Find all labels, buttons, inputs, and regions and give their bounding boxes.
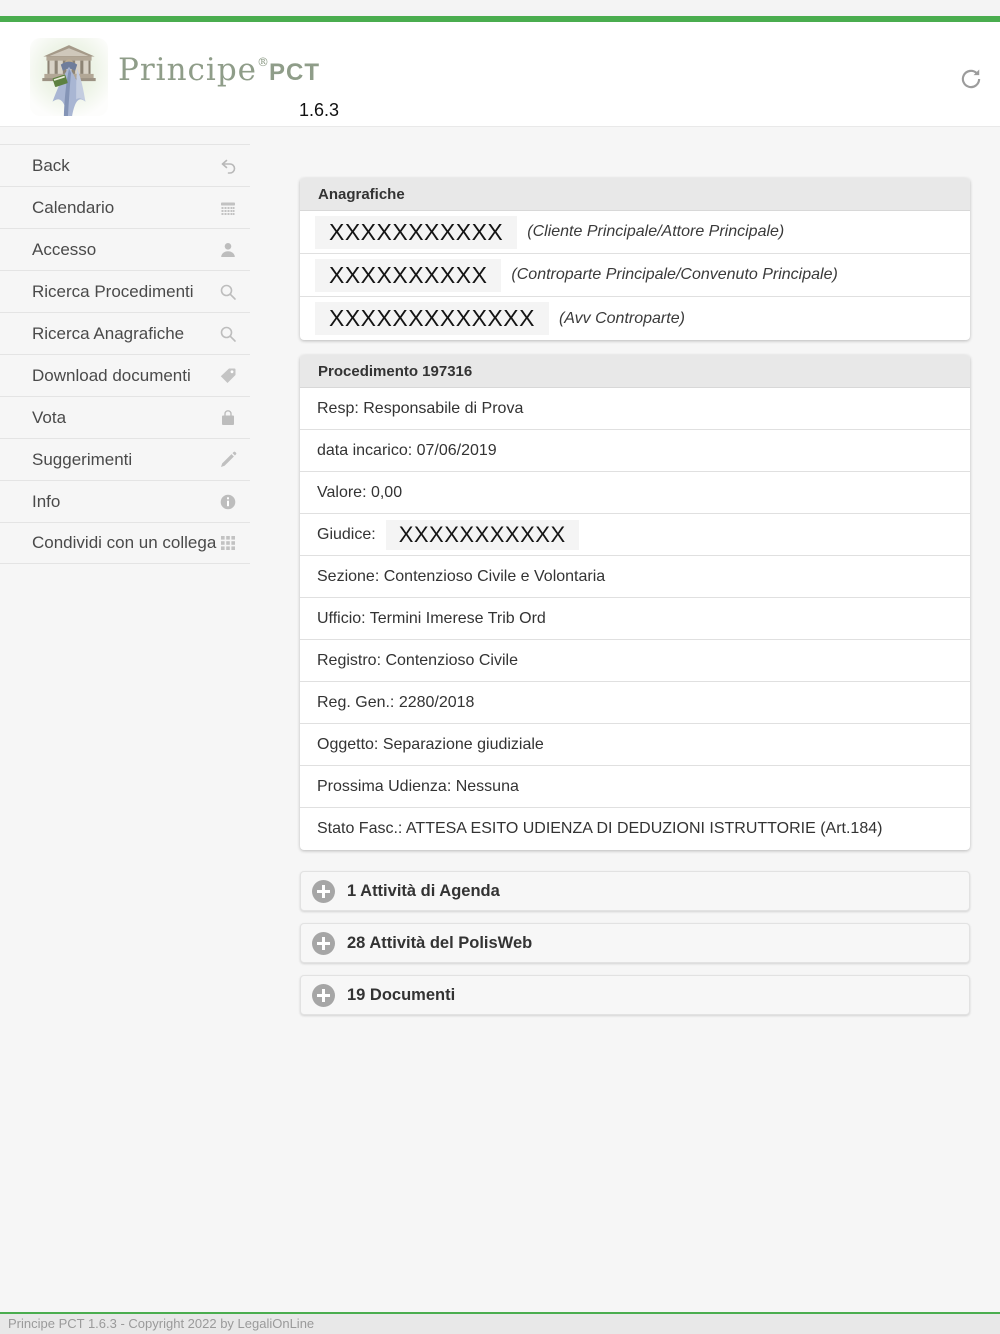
sidebar-item-label: Vota	[32, 407, 67, 427]
plus-circle-icon	[312, 984, 335, 1007]
stato-fascicolo-row: Stato Fasc.: ATTESA ESITO UDIENZA DI DEDUZIONI ISTRUTTORIE (Art.184)	[317, 820, 883, 837]
sidebar-item-label: Download documenti	[32, 365, 191, 385]
sidebar-nav	[0, 127, 250, 564]
oggetto-row: Oggetto: Separazione giudiziale	[300, 724, 970, 766]
sidebar-item-accesso[interactable]	[0, 228, 250, 270]
sidebar-item-label: Ricerca Anagrafiche	[32, 323, 185, 343]
valore-row: Valore: 0,00	[300, 472, 970, 514]
accordion-label: 1 Attività di Agenda	[347, 881, 500, 900]
brand-suffix: PCT	[269, 59, 321, 86]
redacted-lawyer-name: XXXXXXXXXXXXX	[315, 302, 549, 335]
pencil-icon	[218, 450, 238, 470]
sidebar-item-label: Back	[32, 155, 70, 175]
party-role-label: (Cliente Principale/Attore Principale)	[527, 223, 785, 240]
agenda-activities-accordion[interactable]	[300, 871, 970, 911]
reg-gen-row: Reg. Gen.: 2280/2018	[300, 682, 970, 724]
courthouse-logo-icon	[30, 38, 108, 116]
accordion-label: 19 Documenti	[347, 985, 456, 1004]
registro-row: Registro: Contenzioso Civile	[300, 640, 970, 682]
undo-icon	[218, 156, 238, 176]
calendar-icon	[218, 198, 238, 218]
sidebar-item-calendario[interactable]	[0, 186, 250, 228]
sidebar-item-ricerca-procedimenti[interactable]	[0, 270, 250, 312]
sidebar-item-label: Accesso	[32, 239, 97, 259]
sidebar-item-back[interactable]	[0, 144, 250, 186]
sidebar-item-suggerimenti[interactable]	[0, 438, 250, 480]
search-icon	[218, 282, 238, 302]
status-bar-strip	[0, 0, 1000, 16]
brand-name: Principe	[118, 52, 258, 88]
sidebar-item-ricerca-anagrafiche[interactable]	[0, 312, 250, 354]
info-icon	[218, 492, 238, 512]
plus-circle-icon	[312, 932, 335, 955]
bag-icon	[218, 408, 238, 428]
anagrafica-row	[300, 211, 970, 254]
accordion-label: 28 Attività del PolisWeb	[347, 933, 533, 952]
anagrafica-row	[300, 297, 970, 340]
sidebar-item-label: Suggerimenti	[32, 449, 133, 469]
prossima-udienza-row: Prossima Udienza: Nessuna	[300, 766, 970, 808]
redacted-client-name: XXXXXXXXXXX	[315, 216, 517, 249]
sidebar-item-condividi[interactable]	[0, 522, 250, 564]
redacted-judge-name: XXXXXXXXXXX	[386, 520, 579, 550]
party-role-label: (Controparte Principale/Convenuto Principale)	[511, 266, 838, 283]
sidebar-item-vota[interactable]	[0, 396, 250, 438]
sidebar-item-info[interactable]	[0, 480, 250, 522]
refresh-icon	[958, 80, 984, 95]
anagrafica-row	[300, 254, 970, 297]
ufficio-row: Ufficio: Termini Imerese Trib Ord	[300, 598, 970, 640]
sidebar-item-label: Info	[32, 491, 61, 511]
tag-icon	[218, 366, 238, 386]
party-role-label: (Avv Controparte)	[558, 309, 685, 327]
polisweb-activities-accordion[interactable]	[300, 923, 970, 963]
app-header	[0, 22, 1000, 127]
sezione-row: Sezione: Contenzioso Civile e Volontaria	[300, 556, 970, 598]
grid-icon	[218, 533, 238, 553]
registered-mark: ®	[257, 55, 270, 69]
giudice-row	[300, 514, 970, 556]
redacted-counterparty-name: XXXXXXXXXX	[315, 259, 501, 292]
refresh-button[interactable]	[956, 64, 986, 94]
procedimento-panel-title: Procedimento 197316	[300, 355, 970, 388]
procedimento-panel	[300, 355, 970, 850]
anagrafiche-panel-title: Anagrafiche	[300, 178, 970, 211]
person-icon	[218, 240, 238, 260]
documents-accordion[interactable]	[300, 975, 970, 1015]
sidebar-item-label: Condividi con un collega	[32, 533, 217, 552]
footer-copyright: Principe PCT 1.6.3 - Copyright 2022 by LegaliOnLine	[0, 1314, 1000, 1334]
plus-circle-icon	[312, 880, 335, 903]
data-incarico-row: data incarico: 07/06/2019	[300, 430, 970, 472]
sidebar-item-download-documenti[interactable]	[0, 354, 250, 396]
giudice-label: Giudice:	[317, 525, 376, 543]
resp-row: Resp: Responsabile di Prova	[300, 388, 970, 430]
sidebar-item-label: Ricerca Procedimenti	[32, 281, 194, 301]
search-icon	[218, 324, 238, 344]
app-logo	[30, 38, 108, 116]
anagrafiche-panel	[300, 178, 970, 340]
sidebar-item-label: Calendario	[32, 197, 115, 217]
brand-wordmark	[118, 52, 320, 88]
app-version: 1.6.3	[299, 100, 340, 120]
